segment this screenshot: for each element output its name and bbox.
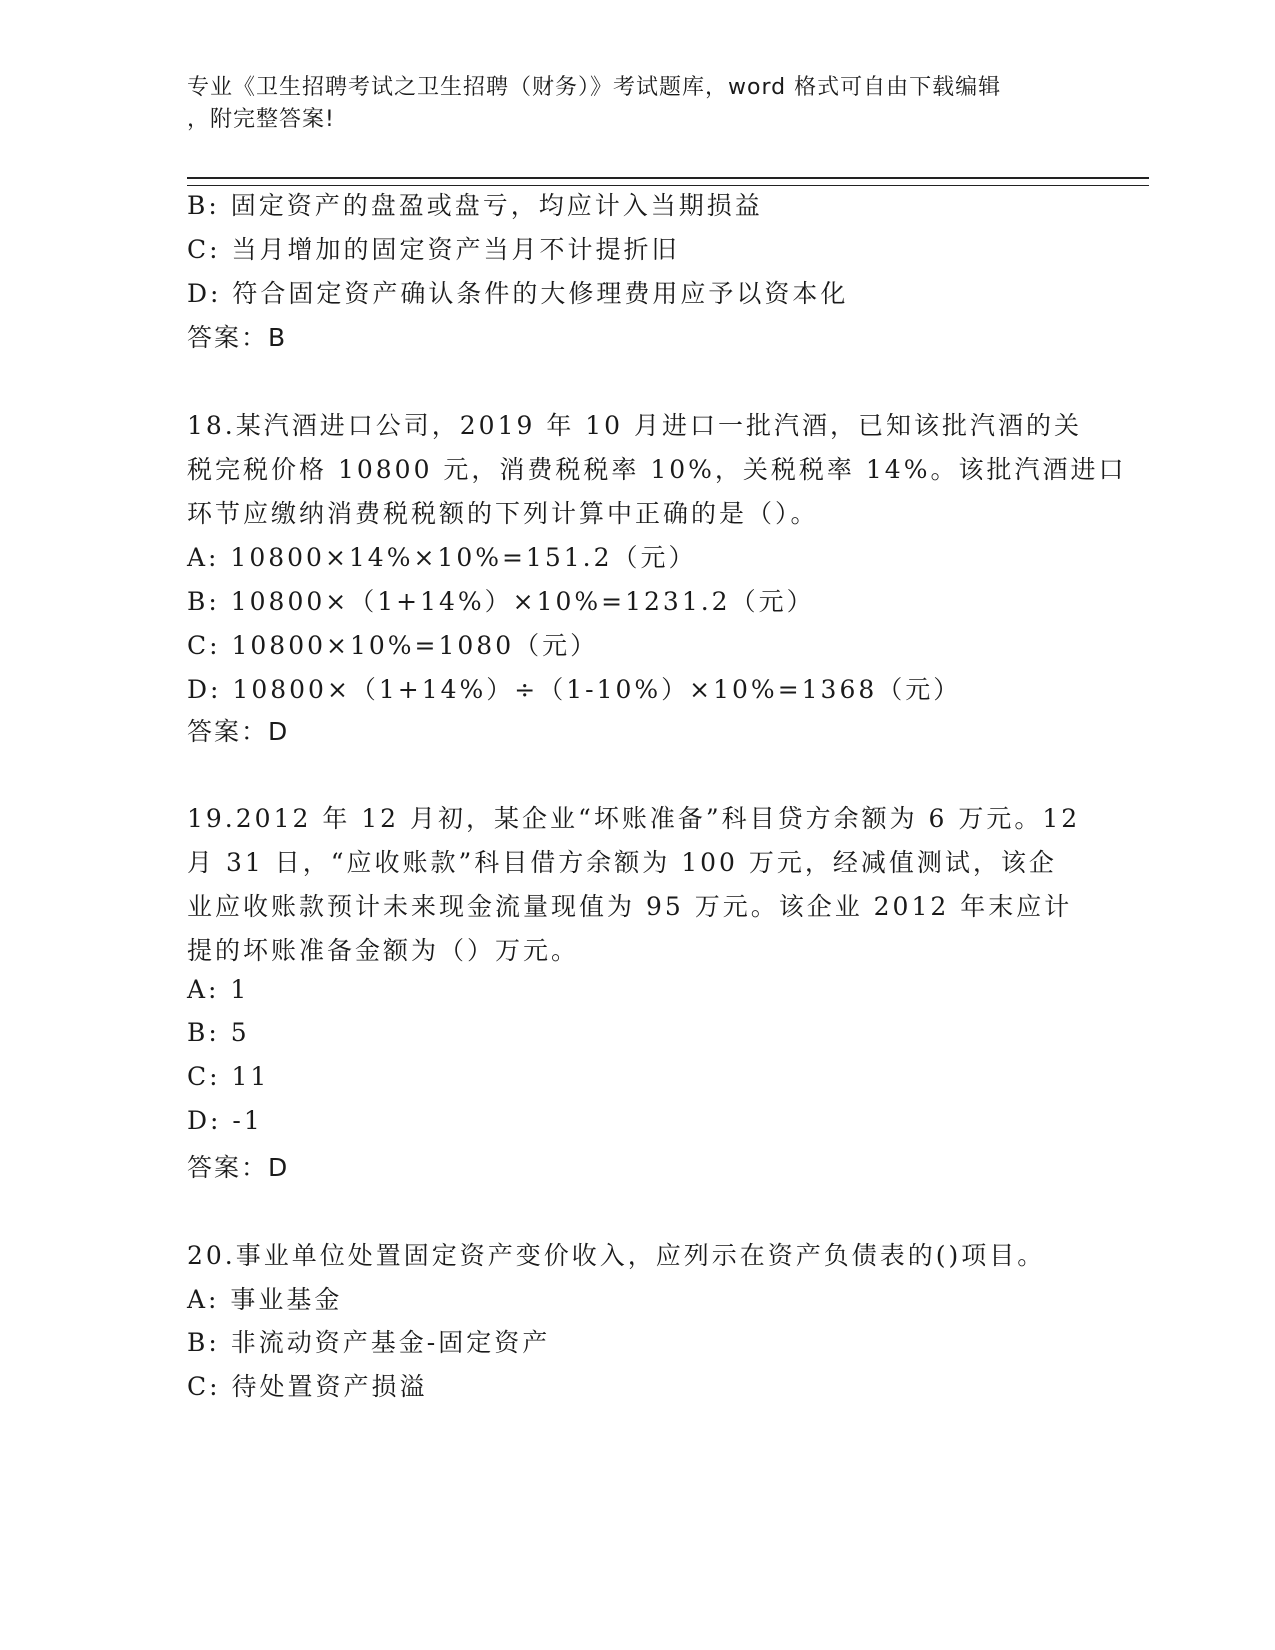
header-title-line1: 专业《卫生招聘考试之卫生招聘（财务）》考试题库，word 格式可自由下载编辑 bbox=[187, 75, 1002, 100]
q17-answer: 答案：B bbox=[187, 323, 288, 352]
q18-stem-line1: 18.某汽酒进口公司，2019 年 10 月进口一批汽酒，已知该批汽酒的关 bbox=[187, 411, 1083, 440]
q18-answer: 答案：D bbox=[187, 717, 290, 746]
q18-stem-line2: 税完税价格 10800 元，消费税税率 10%，关税税率 14%。该批汽酒进口 bbox=[187, 455, 1127, 484]
q17-option-d: D: 符合固定资产确认条件的大修理费用应予以资本化 bbox=[187, 279, 849, 308]
q20-stem-line1: 20.事业单位处置固定资产变价收入，应列示在资产负债表的()项目。 bbox=[187, 1241, 1046, 1270]
q18-stem-line3: 环节应缴纳消费税税额的下列计算中正确的是（）。 bbox=[187, 499, 819, 528]
q20-option-b: B: 非流动资产基金-固定资产 bbox=[187, 1328, 551, 1357]
page-header bbox=[187, 72, 1067, 136]
q19-stem-line1: 19.2012 年 12 月初，某企业“坏账准备”科目贷方余额为 6 万元。12 bbox=[187, 804, 1081, 833]
q18-option-d: D: 10800×（1+14%）÷（1-10%）×10%=1368（元） bbox=[187, 675, 962, 704]
q18-option-a: A: 10800×14%×10%=151.2（元） bbox=[187, 543, 697, 572]
q18-option-c: C: 10800×10%=1080（元） bbox=[187, 631, 599, 660]
q19-stem-line4: 提的坏账准备金额为（）万元。 bbox=[187, 936, 580, 965]
q19-option-d: D: -1 bbox=[187, 1106, 263, 1135]
q19-answer: 答案：D bbox=[187, 1153, 290, 1182]
q19-stem-line2: 月 31 日，“应收账款”科目借方余额为 100 万元，经减值测试，该企 bbox=[187, 848, 1057, 877]
q18-option-b: B: 10800×（1+14%）×10%=1231.2（元） bbox=[187, 587, 815, 616]
q19-option-c: C: 11 bbox=[187, 1062, 270, 1091]
q17-option-b: B: 固定资产的盘盈或盘亏，均应计入当期损益 bbox=[187, 191, 763, 220]
q19-option-b: B: 5 bbox=[187, 1018, 250, 1047]
header-divider bbox=[187, 177, 1149, 186]
q19-option-a: A: 1 bbox=[187, 975, 250, 1004]
q20-option-a: A: 事业基金 bbox=[187, 1285, 343, 1314]
header-title-line2: ，附完整答案! bbox=[187, 107, 335, 132]
q17-option-c: C: 当月增加的固定资产当月不计提折旧 bbox=[187, 235, 680, 264]
q20-option-c: C: 待处置资产损溢 bbox=[187, 1372, 428, 1401]
q19-stem-line3: 业应收账款预计未来现金流量现值为 95 万元。该企业 2012 年末应计 bbox=[187, 892, 1073, 921]
